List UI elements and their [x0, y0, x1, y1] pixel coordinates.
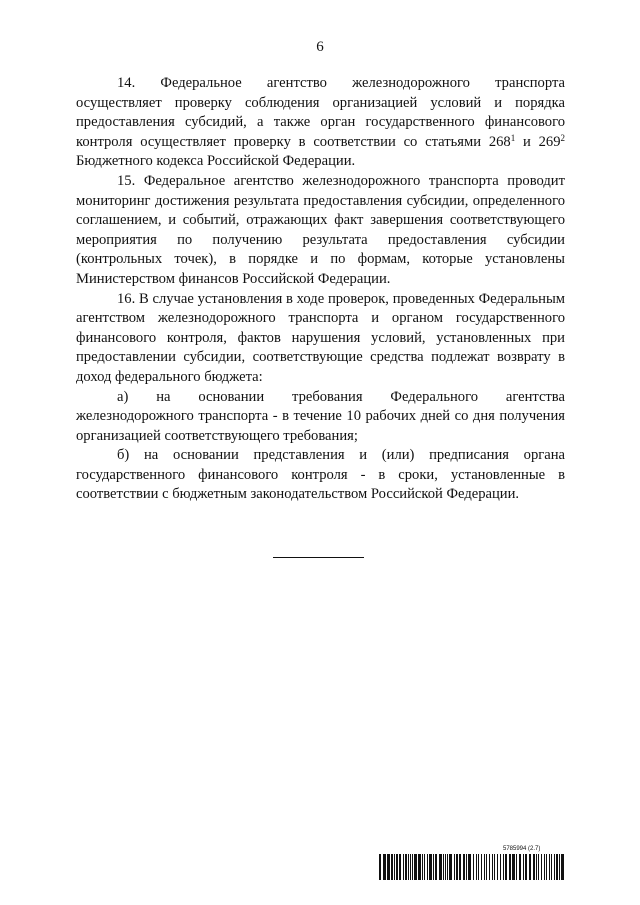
paragraph-text: Федеральное агентство железнодорожного транспорта осуществляет проверку соблюдения организацией условий и порядка предоставления субсидий, а также орган государственного финансового контроля осуществляет проверку в соответствии со статьями 268 [76, 75, 565, 150]
barcode-bar [418, 854, 421, 880]
barcode-bar [445, 854, 446, 880]
barcode-bar [492, 854, 493, 880]
barcode-bar [509, 854, 511, 880]
barcode-bar [494, 854, 495, 880]
barcode-bar [533, 854, 535, 880]
barcode-bar [439, 854, 442, 880]
barcode-bar [466, 854, 467, 880]
barcode-bar [536, 854, 537, 880]
barcode-bar [405, 854, 407, 880]
paragraph-text: на основании требования Федерального агентства железнодорожного транспорта - в течение 10 рабочих дней со дня получения организацией соответствующего требования; [76, 388, 565, 444]
paragraph-14 [76, 74, 565, 172]
barcode-bar [412, 854, 413, 880]
barcode-bar [525, 854, 527, 880]
paragraph-number: 16. [117, 290, 136, 307]
paragraph-text-end: Бюджетного кодекса Российской Федерации. [76, 153, 356, 170]
barcode-bar [447, 854, 448, 880]
barcode-bar [399, 854, 401, 880]
subparagraph-a [76, 388, 565, 447]
page-number: 6 [316, 39, 324, 55]
barcode-bar [468, 854, 471, 880]
barcode-bar [503, 854, 504, 880]
barcode-bar [456, 854, 458, 880]
barcode-bar [459, 854, 461, 880]
barcode-bar [561, 854, 564, 880]
barcode-bar [473, 854, 474, 880]
barcode-bar [497, 854, 498, 880]
barcode-bar [529, 854, 531, 880]
barcode-bar [463, 854, 465, 880]
barcode-bar [478, 854, 479, 880]
barcode-bar [435, 854, 437, 880]
paragraph-number: 15. [117, 172, 136, 189]
barcode-bar [484, 854, 485, 880]
barcode-bar [379, 854, 381, 880]
separator-line [273, 557, 364, 558]
barcode-bar [410, 854, 411, 880]
barcode-bar [486, 854, 487, 880]
barcode-bar [422, 854, 423, 880]
barcode-bar [556, 854, 558, 880]
paragraph-number: 14. [117, 75, 136, 91]
barcode-bar [523, 854, 524, 880]
barcode-bar [551, 854, 552, 880]
barcode-bar [544, 854, 545, 880]
barcode-bar [516, 854, 517, 880]
barcode-bar [505, 854, 507, 880]
barcode-bar [394, 854, 395, 880]
barcode-bar [396, 854, 398, 880]
barcode-bar [391, 854, 393, 880]
paragraph-number: а) [117, 388, 129, 405]
barcode-bar [512, 854, 515, 880]
barcode-bar [554, 854, 555, 880]
paragraph-text: на основании представления и (или) предписания органа государственного финансового контроля - в сроки, установленные в соответствии с бюджетным законодательством Российской Федерации. [76, 447, 565, 503]
barcode-bar [454, 854, 455, 880]
barcode-bar [443, 854, 444, 880]
paragraph-number: б) [117, 447, 130, 464]
barcode-bar [549, 854, 550, 880]
barcode-bar [383, 854, 386, 880]
barcode-bar [546, 854, 547, 880]
document-body [76, 74, 565, 505]
barcode-bar [429, 854, 432, 880]
footnote-superscript: 2 [560, 132, 566, 143]
subparagraph-b [76, 446, 565, 505]
paragraph-15 [76, 172, 565, 290]
barcode-bar [476, 854, 477, 880]
paragraph-text-middle: и 269 [515, 133, 561, 150]
barcode-bar [559, 854, 560, 880]
barcode-bar [541, 854, 542, 880]
paragraph-text: В случае установления в ходе проверок, проведенных Федеральным агентством железнодорожного транспорта и органом государственного финансового контроля, фактов нарушения условий, установленных при предоставлении субсидии, соответствующие средства подлежат возврату в доход федерального бюджета: [76, 290, 565, 385]
barcode-bar [449, 854, 452, 880]
paragraph-text: Федеральное агентство железнодорожного транспорта проводит мониторинг достижения результата предоставления субсидии, определенного соглашением, и событий, отражающих факт завершения соответствующего мероприятия по получению результата предоставления субсидии (контрольных точек), в порядке и по формам, которые установлены Министерством финансов Российской Федерации. [76, 172, 565, 287]
paragraph-16 [76, 290, 565, 388]
barcode-bar [519, 854, 521, 880]
barcode-bar [408, 854, 409, 880]
barcode-bar [481, 854, 482, 880]
barcode-bar [538, 854, 539, 880]
barcode-bar [403, 854, 404, 880]
barcode-bar [489, 854, 490, 880]
barcode-bar [387, 854, 390, 880]
footnote-superscript: 1 [510, 132, 516, 143]
barcode [379, 854, 565, 880]
barcode-bar [500, 854, 501, 880]
document-code: 5785994 (2.7) [503, 846, 541, 852]
barcode-bar [433, 854, 434, 880]
barcode-bar [424, 854, 425, 880]
barcode-bar [427, 854, 428, 880]
barcode-bar [414, 854, 417, 880]
